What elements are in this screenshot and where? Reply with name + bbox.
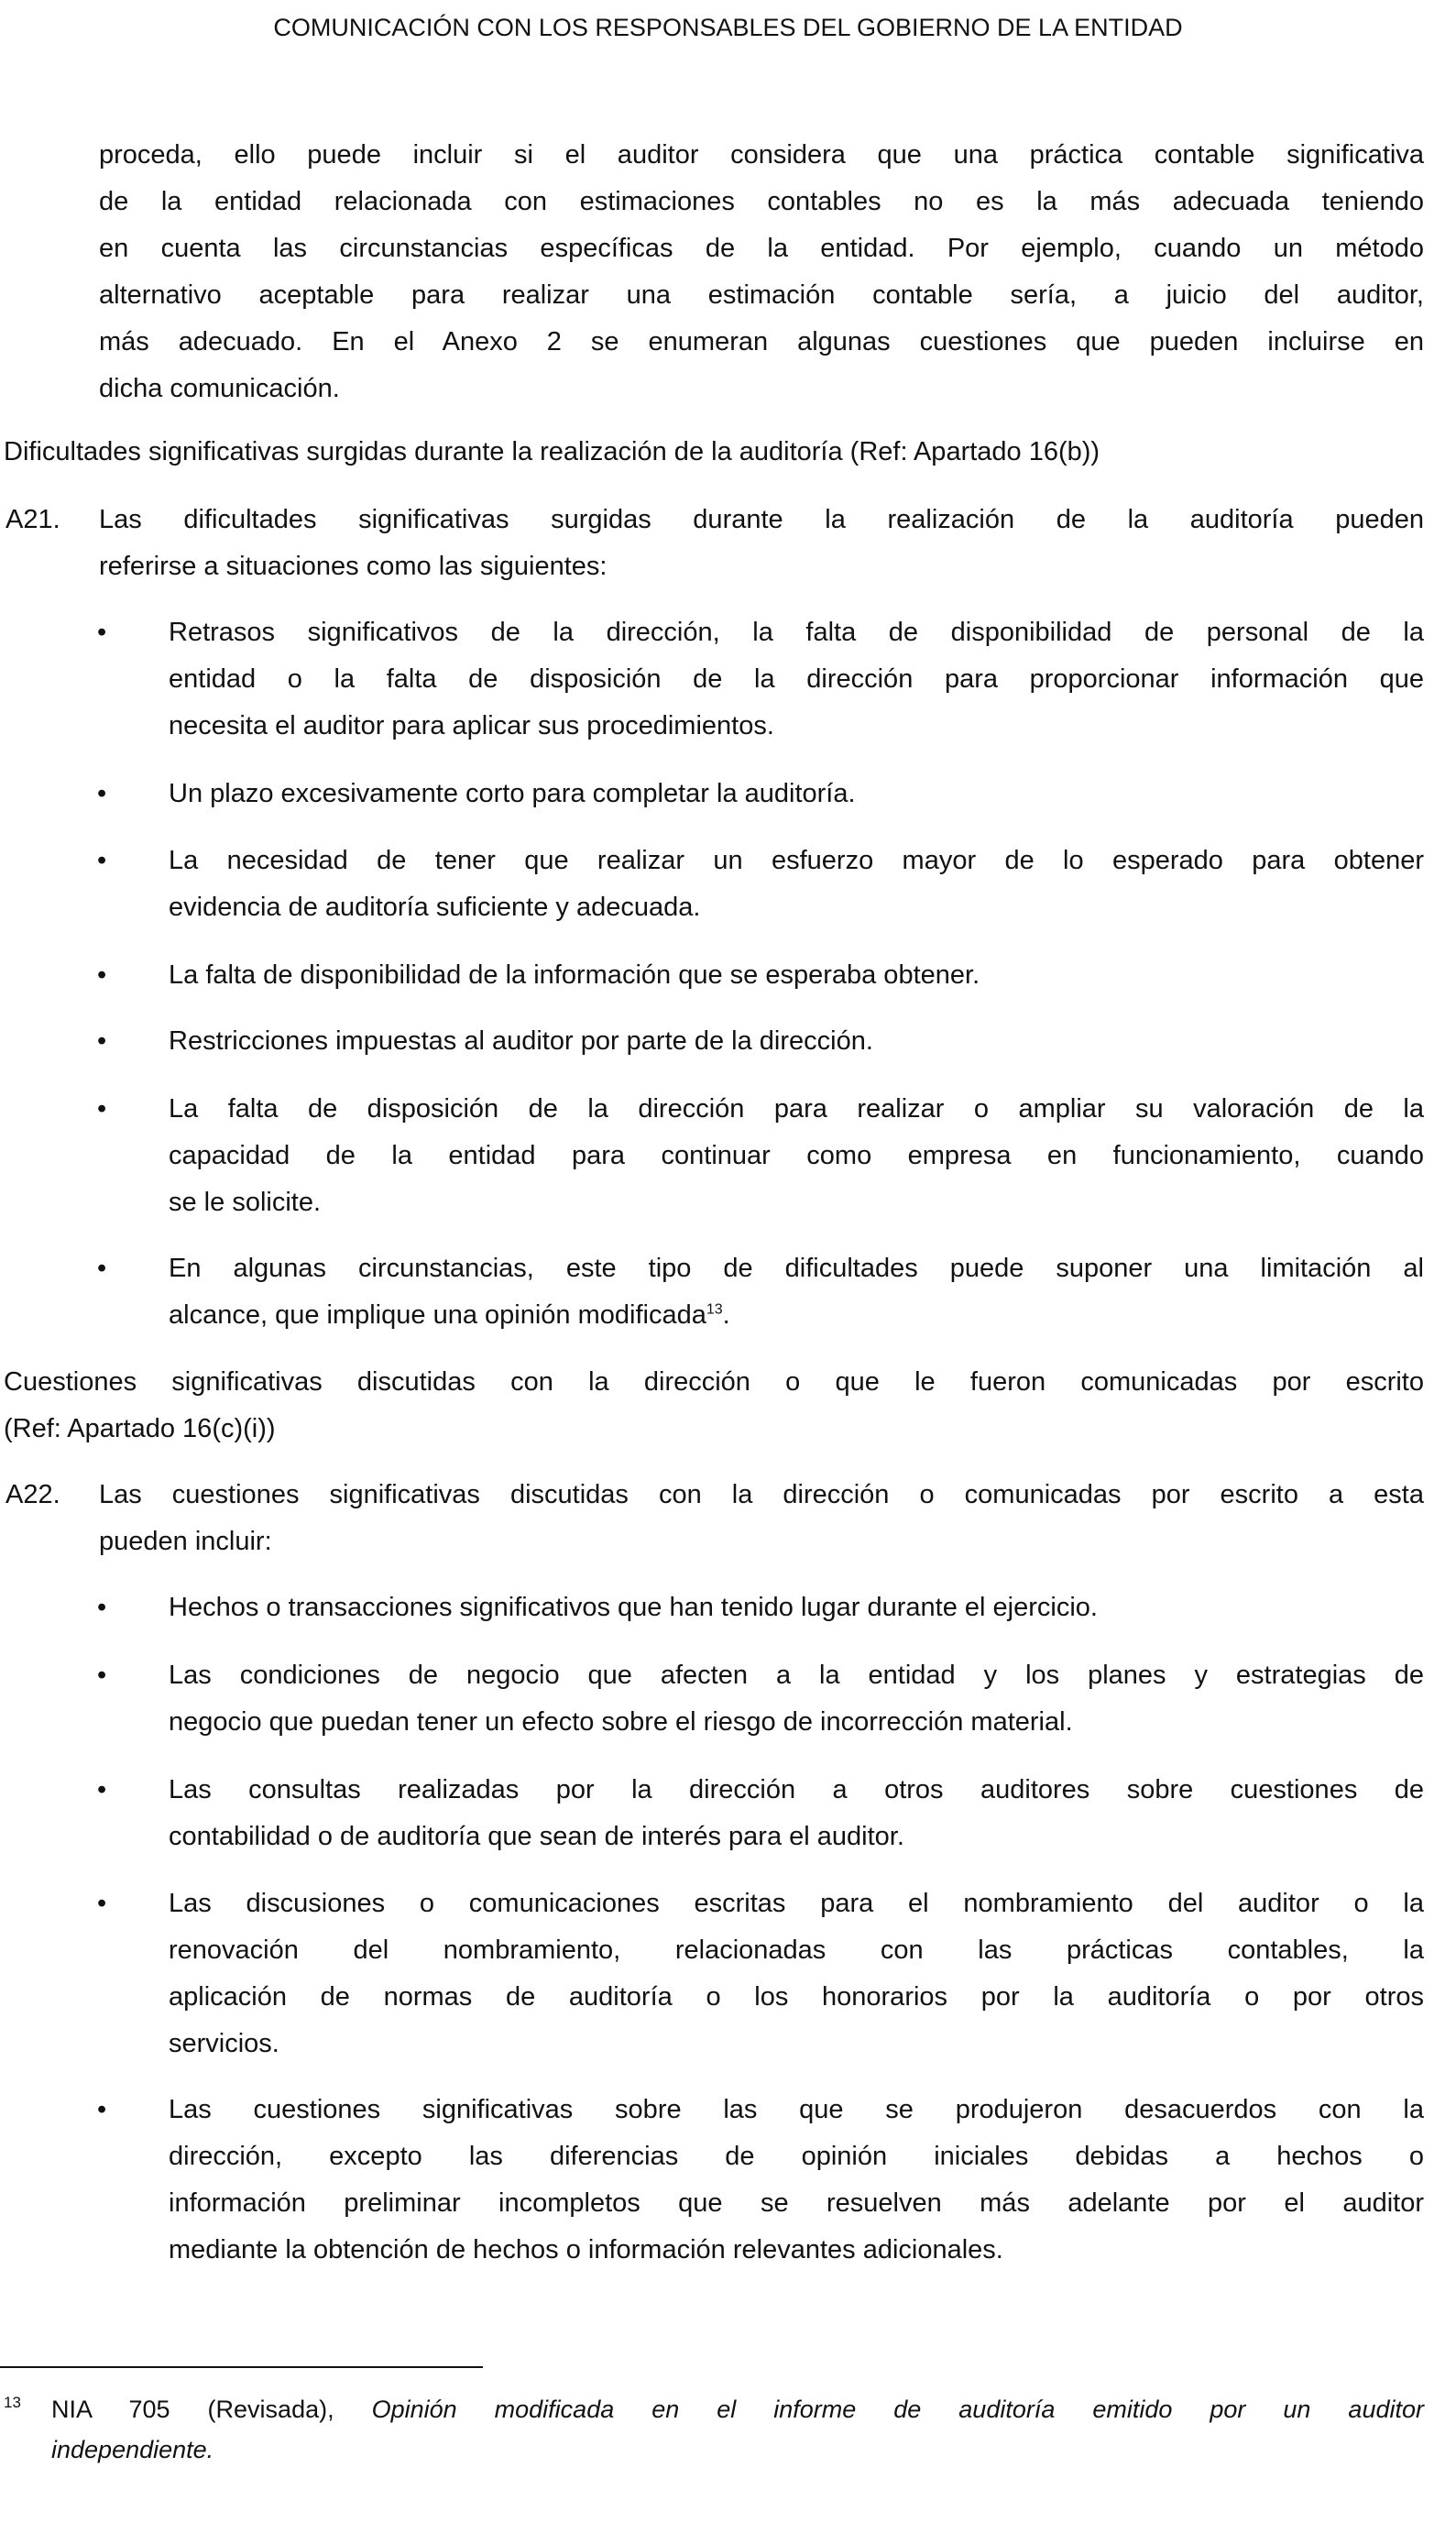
bullet-icon: • <box>97 846 107 875</box>
bullet-item <box>97 1245 1424 1339</box>
bullet-item <box>97 1652 1424 1746</box>
text-line: En algunas circunstancias, este tipo de dificultades puede suponer una limitación al <box>169 1254 1424 1283</box>
text-line: Retrasos significativos de la dirección, la falta de disponibilidad de personal de la <box>169 618 1424 647</box>
bullet-icon: • <box>97 1593 107 1622</box>
text-line: entidad o la falta de disposición de la dirección para proporcionar información que <box>169 664 1424 694</box>
text-line: Un plazo excesivamente corto para completar la auditoría. <box>169 779 856 808</box>
text-line: La falta de disponibilidad de la información que se esperaba obtener. <box>169 960 980 990</box>
bullet-item <box>97 1018 1424 1065</box>
text-line: negocio que puedan tener un efecto sobre el riesgo de incorrección material. <box>169 1707 1073 1737</box>
bullet-icon: • <box>97 618 107 647</box>
text-line: Las cuestiones significativas discutidas con la dirección o comunicadas por escrito a esta <box>99 1480 1424 1509</box>
text-line: (Ref: Apartado 16(c)(i)) <box>4 1414 276 1443</box>
text-line: referirse a situaciones como las siguientes: <box>99 552 608 581</box>
text-line: servicios. <box>169 2029 279 2058</box>
text-line: renovación del nombramiento, relacionadas con las prácticas contables, la <box>169 1935 1424 1965</box>
footnote-line-2 <box>51 2429 1424 2470</box>
text-line: dirección, excepto las diferencias de opinión iniciales debidas a hechos o <box>169 2142 1424 2171</box>
bullet-item <box>97 771 1424 817</box>
numbered-paragraph <box>5 497 1424 590</box>
bullet-icon: • <box>97 1775 107 1804</box>
bullet-icon: • <box>97 1094 107 1124</box>
text-line: más adecuado. En el Anexo 2 se enumeran algunas cuestiones que pueden incluirse en <box>99 327 1424 356</box>
text-line: Dificultades significativas surgidas durante la realización de la auditoría (Ref: Apartado 16(b)) <box>4 437 1100 466</box>
text-line: Las discusiones o comunicaciones escritas para el nombramiento del auditor o la <box>169 1889 1424 1918</box>
paragraph-number: A21. <box>5 505 60 534</box>
bullet-item <box>97 1585 1424 1631</box>
text-line: información preliminar incompletos que se resuelven más adelante por el auditor <box>169 2188 1424 2218</box>
running-header: COMUNICACIÓN CON LOS RESPONSABLES DEL GOBIERNO DE LA ENTIDAD <box>273 14 1183 41</box>
footnote-number: 13 <box>4 2394 21 2411</box>
bullet-item <box>97 2087 1424 2274</box>
bullet-icon: • <box>97 1889 107 1918</box>
bullet-item <box>97 609 1424 750</box>
text-line: alcance, que implique una opinión modificada$^{13}$. <box>169 1300 730 1330</box>
text-line: se le solicite. <box>169 1188 322 1217</box>
text-line: alternativo aceptable para realizar una estimación contable sería, a juicio del auditor, <box>99 280 1424 310</box>
bullet-icon: • <box>97 960 107 990</box>
paragraph <box>99 132 1424 412</box>
text-line: Restricciones impuestas al auditor por parte de la dirección. <box>169 1026 873 1056</box>
footnote-citation: NIA 705 (Revisada), <box>51 2396 372 2423</box>
text-line: La falta de disposición de la dirección para realizar o ampliar su valoración de la <box>169 1094 1424 1124</box>
footnote-title: Opinión modificada en el informe de auditoría emitido por un auditor <box>371 2396 1424 2423</box>
bullet-icon: • <box>97 2095 107 2124</box>
bullet-item <box>97 952 1424 999</box>
section-heading <box>4 429 1424 476</box>
text-line: mediante la obtención de hechos o información relevantes adicionales. <box>169 2235 1003 2264</box>
footnote-title-cont: independiente. <box>51 2436 214 2463</box>
text-line: aplicación de normas de auditoría o los honorarios por la auditoría o por otros <box>169 1982 1424 2012</box>
footnote-line-1 <box>51 2389 1424 2429</box>
text-line: proceda, ello puede incluir si el auditor considera que una práctica contable significativa <box>99 140 1424 170</box>
text-line: dicha comunicación. <box>99 374 340 403</box>
bullet-item <box>97 1767 1424 1860</box>
bullet-item <box>97 838 1424 931</box>
bullet-item <box>97 1086 1424 1226</box>
bullet-icon: • <box>97 1661 107 1690</box>
text-line: Las consultas realizadas por la dirección a otros auditores sobre cuestiones de <box>169 1775 1424 1804</box>
section-heading <box>4 1359 1424 1453</box>
text-line: necesita el auditor para aplicar sus procedimientos. <box>169 711 774 740</box>
bullet-icon: • <box>97 1026 107 1056</box>
text-line: de la entidad relacionada con estimaciones contables no es la más adecuada teniendo <box>99 187 1424 216</box>
text-line: La necesidad de tener que realizar un esfuerzo mayor de lo esperado para obtener <box>169 846 1424 875</box>
text-line: Hechos o transacciones significativos que han tenido lugar durante el ejercicio. <box>169 1593 1098 1622</box>
text-line: en cuenta las circunstancias específicas de la entidad. Por ejemplo, cuando un método <box>99 234 1424 263</box>
text-line: contabilidad o de auditoría que sean de interés para el auditor. <box>169 1822 904 1851</box>
footnote-reference[interactable]: 13 <box>706 1301 723 1318</box>
bullet-icon: • <box>97 1254 107 1283</box>
paragraph-number: A22. <box>5 1480 60 1509</box>
text-line: Cuestiones significativas discutidas con la dirección o que le fueron comunicadas por escrito <box>4 1367 1424 1397</box>
text-line: Las condiciones de negocio que afecten a la entidad y los planes y estrategias de <box>169 1661 1424 1690</box>
text-line: evidencia de auditoría suficiente y adecuada. <box>169 893 701 922</box>
bullet-icon: • <box>97 779 107 808</box>
bullet-item <box>97 1881 1424 2067</box>
footnote <box>51 2389 1424 2470</box>
text-line: capacidad de la entidad para continuar como empresa en funcionamiento, cuando <box>169 1141 1424 1170</box>
numbered-paragraph <box>5 1472 1424 1565</box>
footnote-separator <box>0 2366 483 2368</box>
text-line: Las cuestiones significativas sobre las que se produjeron desacuerdos con la <box>169 2095 1424 2124</box>
text-line: Las dificultades significativas surgidas durante la realización de la auditoría pueden <box>99 505 1424 534</box>
text-line: pueden incluir: <box>99 1527 272 1556</box>
